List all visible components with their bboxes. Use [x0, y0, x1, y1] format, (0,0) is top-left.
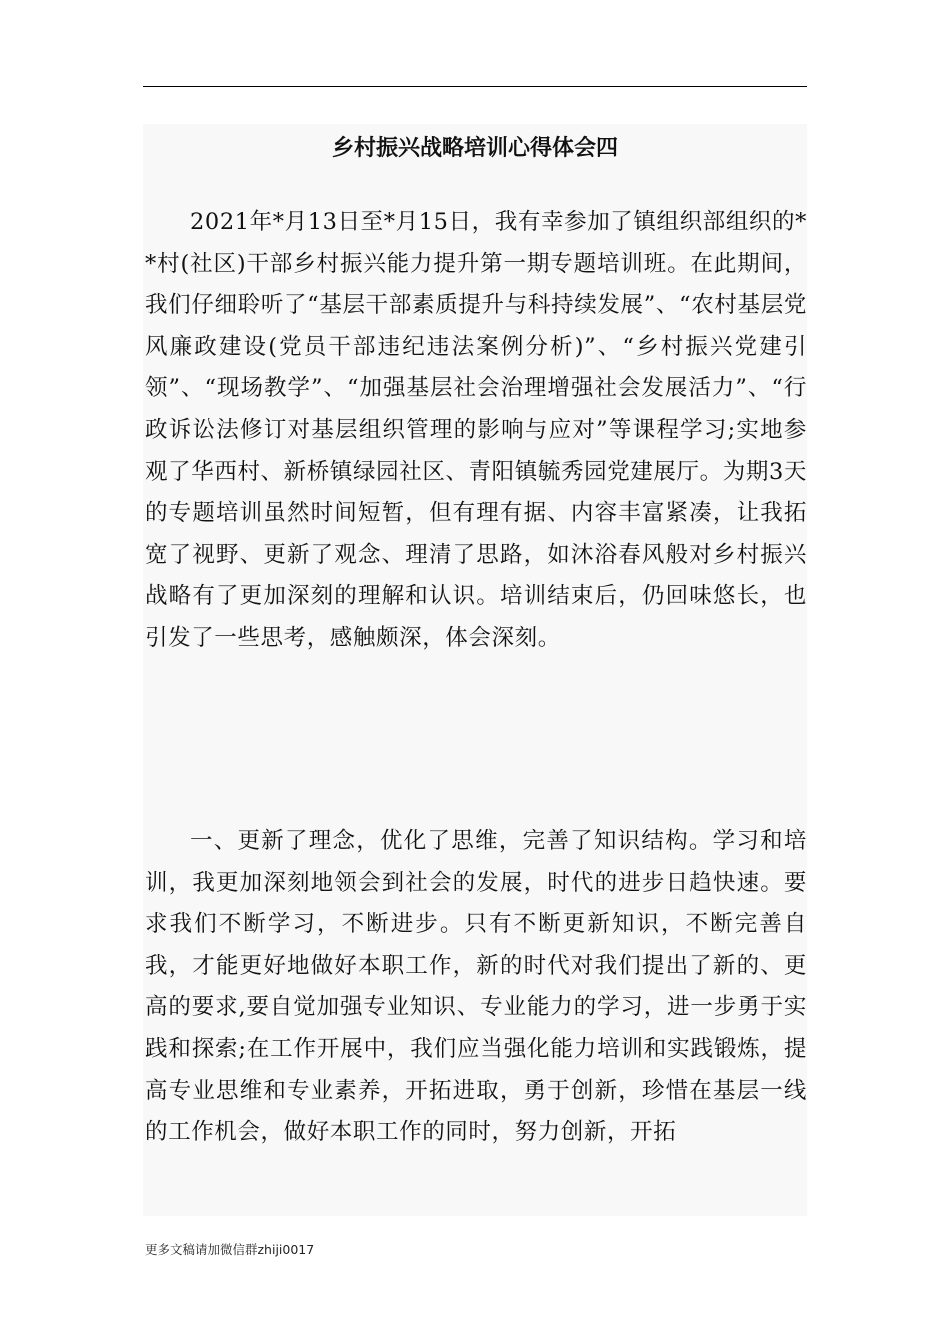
header-rule: [143, 86, 807, 87]
document-title: 乡村振兴战略培训心得体会四: [331, 136, 618, 161]
footer-note: 更多文稿请加微信群zhiji0017: [145, 1242, 315, 1257]
body-paragraph-2: 一、更新了理念，优化了思维，完善了知识结构。学习和培训，我更加深刻地领会到社会的发展，时代的进步日趋快速。要求我们不断学习，不断进步。只有不断更新知识，不断完善自我，才能更好地做好本职工作，新的时代对我们提出了新的、更高的要求,要自觉加强专业知识、专业能力的学习，进一步勇于实践和探索;在工作开展中，我们应当强化能力培训和实践锻炼，提高专业思维和专业素养，开拓进取，勇于创新，珍惜在基层一线的工作机会，做好本职工作的同时，努力创新，开拓: [145, 828, 807, 1146]
body-paragraph-1: 2021年*月13日至*月15日，我有幸参加了镇组织部组织的**村(社区)干部乡村振兴能力提升第一期专题培训班。在此期间，我们仔细聆听了“基层干部素质提升与科持续发展”、“农村基层党风廉政建设(党员干部违纪违法案例分析)”、“乡村振兴党建引领”、“现场教学”、“加强基层社会治理增强社会发展活力”、“行政诉讼法修订对基层组织管理的影响与应对”等课程学习;实地参观了华西村、新桥镇绿园社区、青阳镇毓秀园党建展厅。为期3天的专题培训虽然时间短暂，但有理有据、内容丰富紧凑，让我拓宽了视野、更新了观念、理清了思路，如沐浴春风般对乡村振兴战略有了更加深刻的理解和认识。培训结束后，仍回味悠长，也引发了一些思考，感触颇深，体会深刻。: [145, 209, 807, 651]
